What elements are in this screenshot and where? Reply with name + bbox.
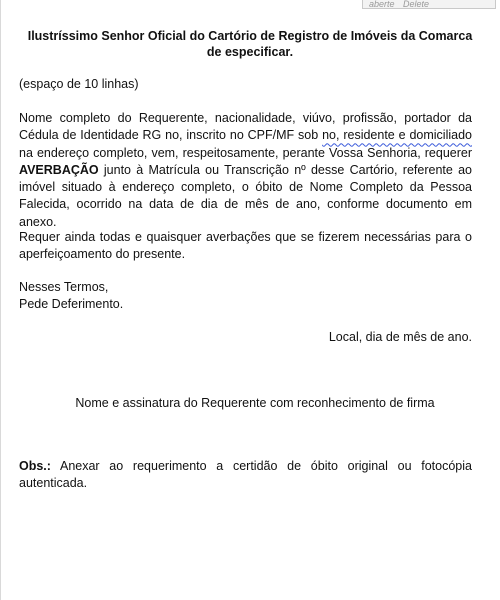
body-paragraph-1 xyxy=(19,110,472,231)
obs-label: Obs.: xyxy=(19,459,51,473)
body-paragraph-2: Requer ainda todas e quaisquer averbações que se fizerem necessárias para o aperfeiçoamento do presente. xyxy=(19,230,472,262)
body1-text-b: na endereço completo, vem, respeitosamente, perante Vossa Senhoria, requerer xyxy=(19,145,472,160)
title-line-2: de especificar. xyxy=(206,45,294,59)
closing-line-2: Pede Deferimento. xyxy=(19,297,124,312)
page-edge xyxy=(0,0,1,600)
body1-text-a: Nome completo do Requerente, nacionalidade, viúvo, profissão, portador da Cédula de Identidade RG no, inscrito no CPF/MF sob xyxy=(19,111,472,143)
title-line-1: Ilustríssimo Senhor Oficial do Cartório de Registro de Imóveis da Comarca xyxy=(27,29,473,43)
document-title xyxy=(20,28,480,60)
averbacao-bold: AVERBAÇÃO xyxy=(19,162,99,177)
body1-text-c: junto à Matrícula ou Transcrição nº desse Cartório, referente ao imóvel situado à endereço completo, o óbito de Nome Completo da Pessoa Falecida, ocorrido na data de dia de mês de ano, conforme documento em anexo. xyxy=(19,162,472,229)
open-button[interactable]: aberte xyxy=(369,0,395,9)
signature-line: Nome e assinatura do Requerente com reconhecimento de firma xyxy=(75,396,435,410)
obs-note xyxy=(19,458,472,493)
place-date: Local, dia de mês de ano. xyxy=(328,330,472,344)
context-toolbar xyxy=(362,0,496,9)
spellcheck-flagged-text[interactable]: no, residente e domiciliado xyxy=(322,128,472,143)
closing-block xyxy=(19,279,472,314)
delete-button[interactable]: Delete xyxy=(403,0,430,9)
closing-line-1: Nesses Termos, xyxy=(19,280,109,294)
obs-text: Anexar ao requerimento a certidão de óbito original ou fotocópia autenticada. xyxy=(19,459,472,491)
spacing-note: (espaço de 10 linhas) xyxy=(19,77,139,91)
